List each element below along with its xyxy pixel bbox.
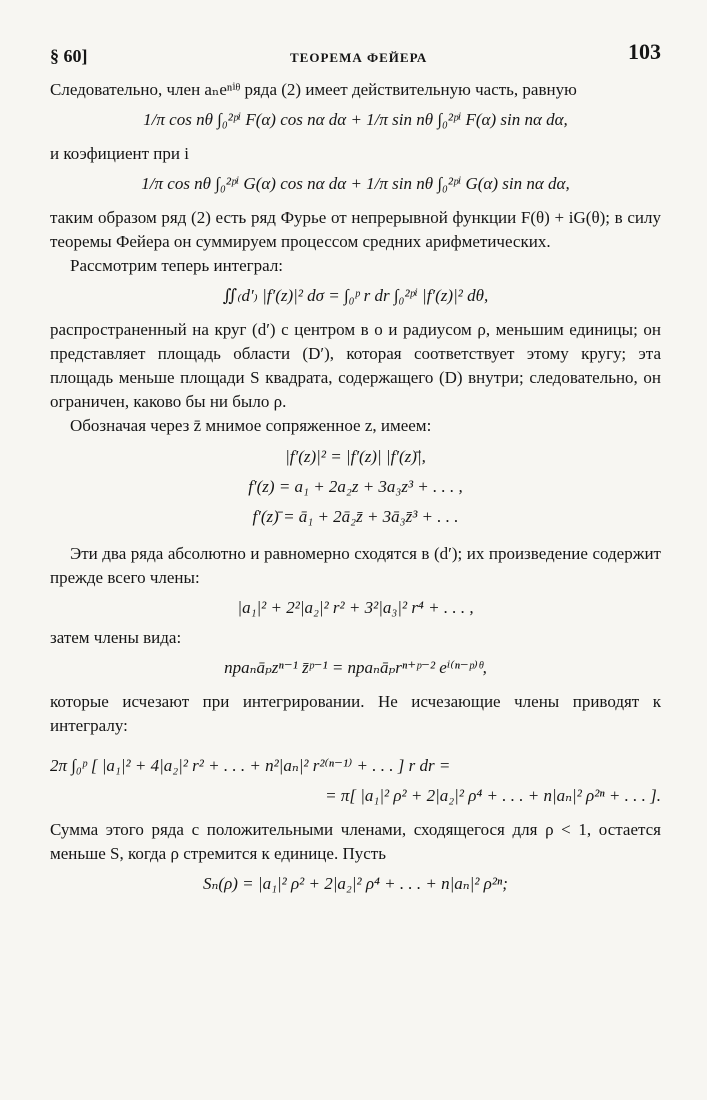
paragraph-7: Эти два ряда абсолютно и равномерно сходятся в (d′); их произведение содержит прежде всего члены: bbox=[50, 544, 661, 587]
paragraph-4: Рассмотрим теперь интеграл: bbox=[70, 256, 284, 275]
formula-area-integral: ∬₍d′₎ |f′(z)|² dσ = ∫₀ᵖ r dr ∫₀²ᵖⁱ |f′(z)|² dθ, bbox=[222, 286, 489, 305]
formula-modulus-squared: |f′(z)|² = |f′(z)| |f′(z)̄|, bbox=[285, 447, 426, 466]
page-header bbox=[50, 38, 661, 78]
formula-partial-sum: Sₙ(ρ) = |a₁|² ρ² + 2|a₂|² ρ⁴ + . . . + n|aₙ|² ρ²ⁿ; bbox=[203, 874, 508, 893]
paragraph-6: Обозначая через z̄ мнимое сопряженное z, имеем: bbox=[70, 416, 432, 435]
paragraph-1: Следовательно, член aₙeⁿⁱᶿ ряда (2) имеет действительную часть, равную bbox=[50, 80, 577, 99]
paragraph-8: затем члены вида: bbox=[50, 628, 182, 647]
formula-radial-integral: 2π ∫₀ᵖ [ |a₁|² + 4|a₂|² r² + . . . + n²|aₙ|² r²⁽ⁿ⁻¹⁾ + . . . ] r dr = bbox=[50, 756, 451, 775]
page-number: 103 bbox=[628, 39, 661, 64]
formula-derivative-series: f′(z) = a₁ + 2a₂z + 3a₃z³ + . . . , bbox=[248, 477, 463, 496]
formula-block-derivative bbox=[50, 442, 661, 532]
paragraph-3: таким образом ряд (2) есть ряд Фурье от непрерывной функции F(θ) + iG(θ); в силу теоремы Фейера он суммируем процессом средних арифметических. bbox=[50, 208, 661, 251]
formula-real-part: 1/π cos nθ ∫₀²ᵖⁱ F(α) cos nα dα + 1/π sin nθ ∫₀²ᵖⁱ F(α) sin nα dα, bbox=[143, 110, 568, 129]
running-title: ТЕОРЕМА ФЕЙЕРА bbox=[290, 50, 428, 65]
formula-radial-result: = π[ |a₁|² ρ² + 2|a₂|² ρ⁴ + . . . + n|aₙ|² ρ²ⁿ + . . . ]. bbox=[325, 786, 661, 805]
formula-imag-part: 1/π cos nθ ∫₀²ᵖⁱ G(α) cos nα dα + 1/π sin nθ ∫₀²ᵖⁱ G(α) sin nα dα, bbox=[141, 174, 570, 193]
formula-cross-terms: npaₙāₚzⁿ⁻¹ z̄ᵖ⁻¹ = npaₙāₚrⁿ⁺ᵖ⁻² eⁱ⁽ⁿ⁻ᵖ⁾ᶿ, bbox=[224, 658, 487, 677]
paragraph-10: Сумма этого ряда с положительными членами, сходящегося для ρ < 1, остается меньше S, когда ρ стремится к единице. Пусть bbox=[50, 820, 661, 863]
formula-conjugate-series: f′(z)̄ = ā₁ + 2ā₂z̄ + 3ā₃z̄³ + . . . bbox=[252, 507, 459, 526]
paragraph-5: распространенный на круг (d′) с центром в o и радиусом ρ, меньшим единицы; он представляет площадь области (D′), которая соответствует этому кругу; эта площадь меньше площади S квадрата, содержащего (D) внутри; следовательно, он ограничен, каково бы ни было ρ. bbox=[50, 320, 661, 411]
paragraph-2: и коэфициент при i bbox=[50, 144, 189, 163]
paragraph-9: которые исчезают при интегрировании. Не исчезающие члены приводят к интегралу: bbox=[50, 692, 661, 735]
section-number: § 60] bbox=[50, 46, 88, 66]
formula-product-terms: |a₁|² + 2²|a₂|² r² + 3²|a₃|² r⁴ + . . . , bbox=[237, 598, 474, 617]
